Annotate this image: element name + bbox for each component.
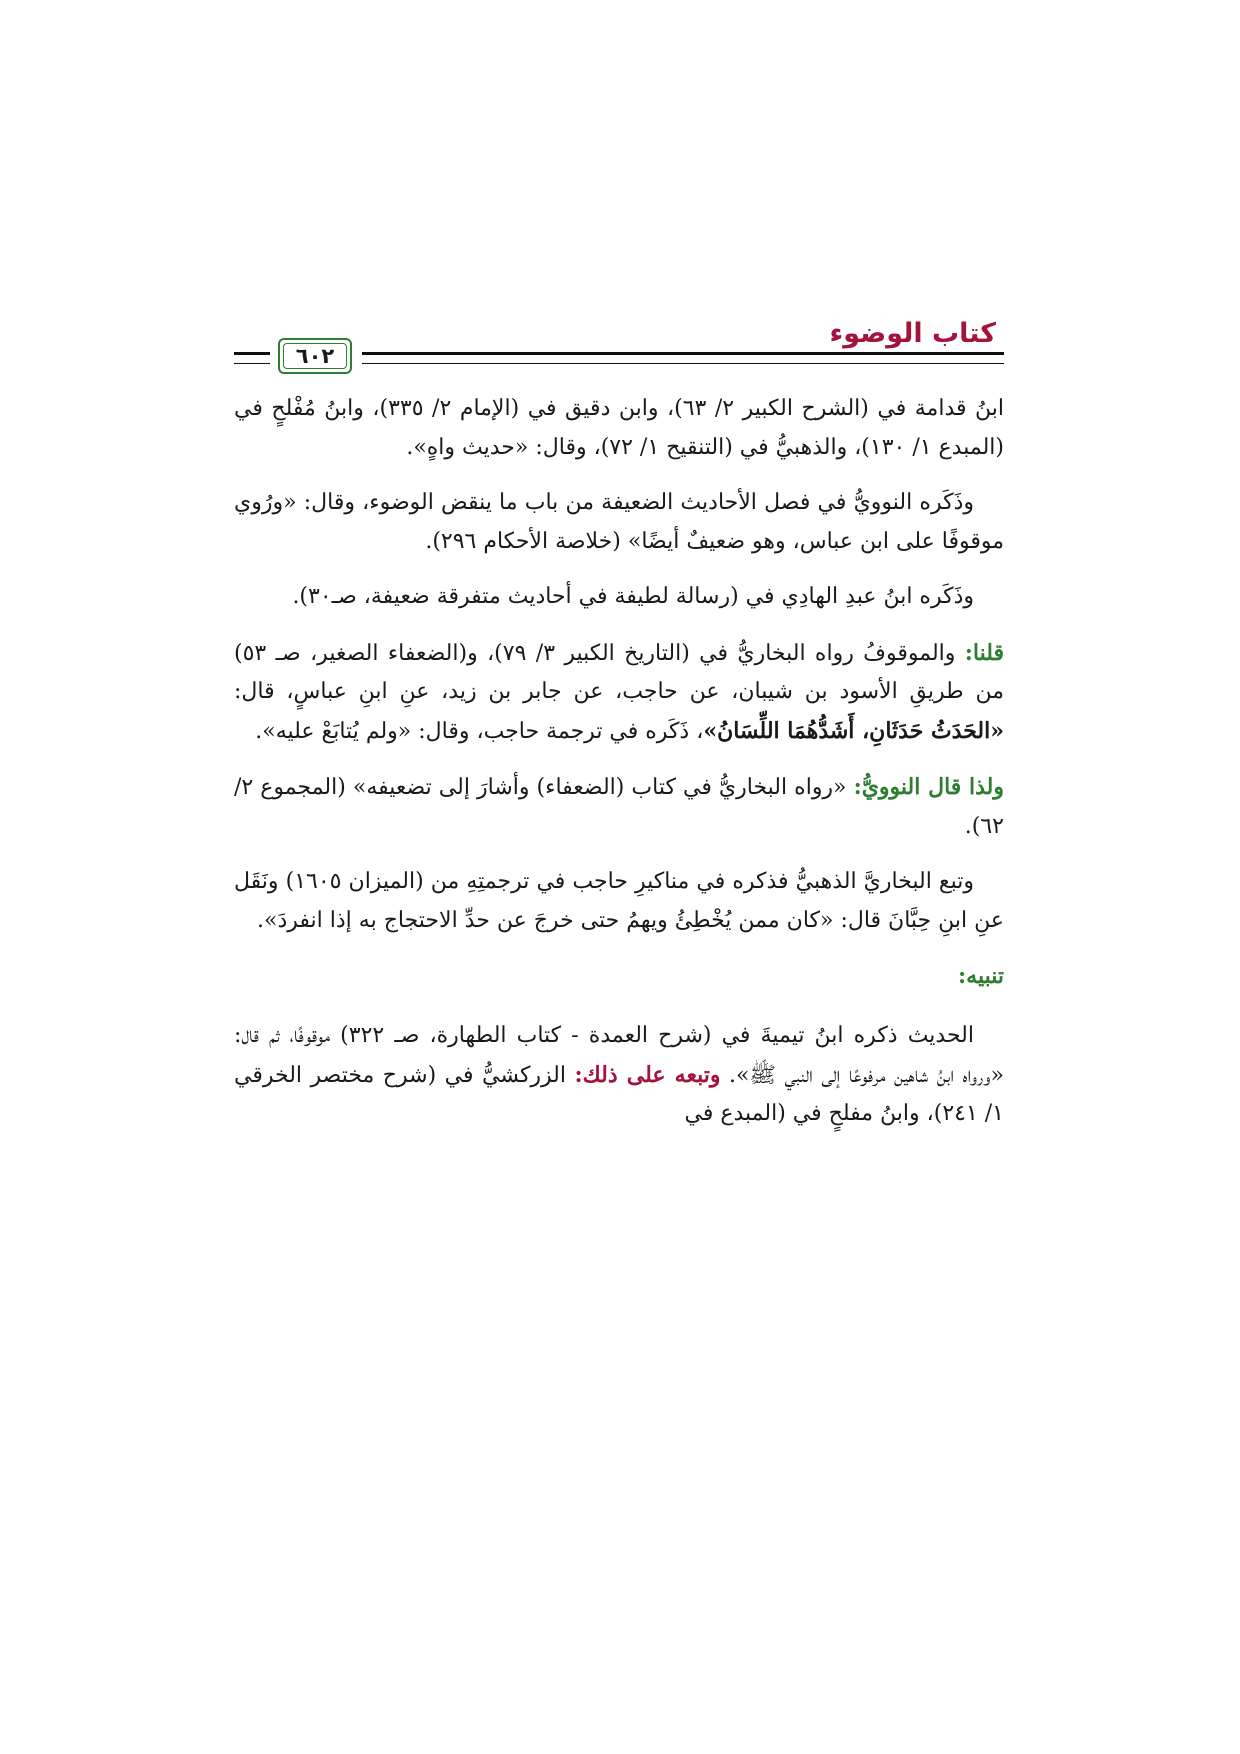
- paragraph-4: [234, 634, 1004, 752]
- paragraph-6-text: وتبع البخاريَّ الذهبيُّ فذكره في مناكيرِ حاجب في ترجمتِهِ من (الميزان ١٦٠٥) ونَقَل عنِ ابنِ حِبَّانَ قال: «كان ممن يُخْطِئُ ويهمُ حتى خرجَ عن حدِّ الاحتجاج به إذا انفردَ».: [234, 869, 1004, 933]
- paragraph-2-text: وذَكَره النوويُّ في فصل الأحاديث الضعيفة من باب ما ينقض الوضوء، وقال: «ورُوي موقوفًا على ابن عباس، وهو ضعيفٌ أيضًا» (خلاصة الأحكام ٢٩٦).: [234, 490, 1004, 554]
- paragraph-5: [234, 768, 1004, 846]
- page-content: [234, 390, 1004, 1134]
- page-number-badge: [278, 338, 352, 374]
- tanbih-text-b: الزركشيُّ في (شرح مختصر الخرقي ١/ ٢٤١)، وابنُ مفلحٍ في (المبدع في: [234, 1062, 1004, 1126]
- paragraph-2: [234, 484, 1004, 561]
- header-rule-short: [234, 352, 270, 364]
- paragraph-1-text: ابنُ قدامة في (الشرح الكبير ٢/ ٦٣)، وابن دقيق في (الإمام ٢/ ٣٣٥)، وابنُ مُفْلحٍ في (المبدع ١/ ١٣٠)، والذهبيُّ في (التنقيح ١/ ٧٢)، وقال: «حديث واهٍ».: [234, 396, 1005, 460]
- tanbih-lead: وتبعه على ذلك:: [574, 1061, 721, 1088]
- paragraph-5-text: «رواه البخاريُّ في كتاب (الضعفاء) وأشارَ إلى تضعيفه» (المجموع ٢/ ٦٢).: [234, 775, 1004, 839]
- paragraph-4-text-b: ، ذَكَره في ترجمة حاجب، وقال: «ولم يُتابَعْ عليه».: [255, 718, 704, 744]
- tanbih-paragraph: [234, 1017, 1004, 1134]
- tanbih-text-a: الحديث ذكره ابنُ تيميةَ في (شرح العمدة - كتاب الطهارة، صـ ٣٢٢) موقوفًا، ثم قال: «ورواه ابنُ شاهين مرفوعًا إلى النبي ﷺ».: [234, 1023, 1004, 1088]
- tanbih-heading: تنبيه:: [958, 963, 1004, 989]
- paragraph-4-text-a: والموقوفُ رواه البخاريُّ في (التاريخ الكبير ٣/ ٧٩)، و(الضعفاء الصغير، صـ ٥٣) من طريقِ الأسود بن شيبان، عن حاجب، عن جابر بن زيد، عنِ ابنِ عباسٍ، قال:: [234, 640, 1004, 704]
- paragraph-3: [234, 578, 1004, 617]
- book-title: كتاب الوضوء: [829, 318, 996, 349]
- page-header: [234, 312, 1004, 390]
- hadith-quote: «الحَدَثُ حَدَثَانِ، أَشَدُّهُمَا اللِّسَانُ»: [703, 717, 1004, 744]
- paragraph-1: [234, 390, 1004, 467]
- document-page: [234, 312, 1004, 1151]
- header-rule: [362, 352, 1004, 364]
- paragraph-3-text: وذَكَره ابنُ عبدِ الهادِي في (رسالة لطيفة في أحاديث متفرقة ضعيفة، صـ٣٠).: [292, 584, 974, 609]
- page-number: ٦٠٢: [295, 344, 335, 368]
- paragraph-5-lead: ولذا قال النوويُّ:: [853, 774, 1004, 800]
- paragraph-4-lead: قلنا:: [964, 639, 1005, 666]
- paragraph-6: [234, 863, 1004, 940]
